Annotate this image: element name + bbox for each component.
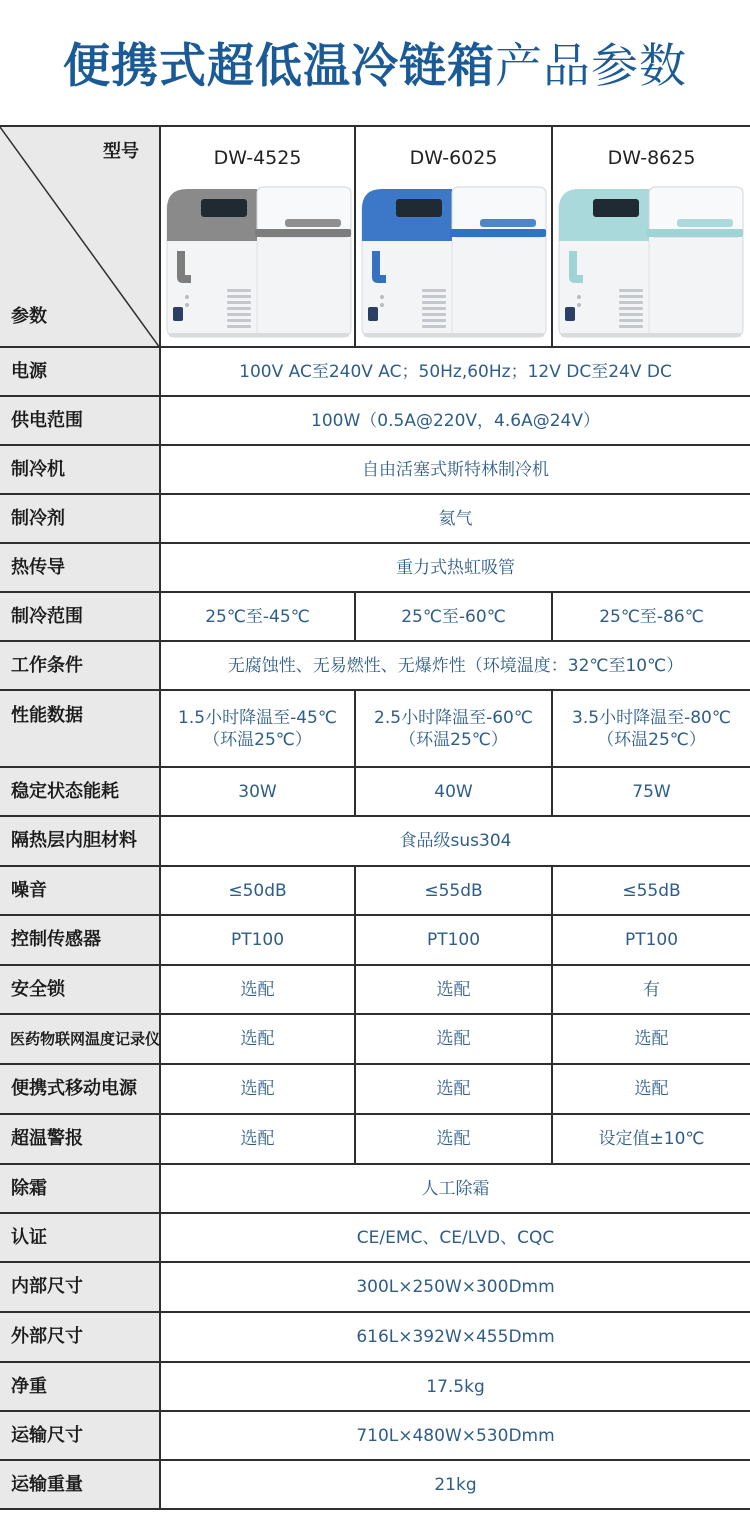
spec-row [0,816,750,866]
fridge-image [165,179,353,339]
spec-label: 噪音 [0,866,160,915]
spec-row [0,1262,750,1312]
spec-value: 氦气 [160,494,750,543]
spec-row [0,592,750,641]
page-title-main: 便携式超低温冷链箱 [63,39,495,94]
spec-value: PT100 [160,915,355,965]
spec-label: 外部尺寸 [0,1312,160,1362]
spec-value: 无腐蚀性、无易燃性、无爆炸性（环境温度：32℃至10℃） [160,641,750,690]
fridge-image [557,179,745,339]
spec-row [0,347,750,396]
spec-label: 稳定状态能耗 [0,767,160,816]
header-corner [0,126,160,347]
spec-value-line: 3.5小时降温至-80℃ [572,707,731,728]
spec-label: 除霜 [0,1164,160,1213]
spec-row [0,543,750,592]
spec-value: 25℃至-60℃ [355,592,552,641]
spec-value: 100W（0.5A@220V，4.6A@24V） [160,396,750,445]
spec-row [0,1460,750,1509]
spec-value: 616L×392W×455Dmm [160,1312,750,1362]
spec-label: 内部尺寸 [0,1262,160,1312]
spec-row [0,1064,750,1114]
spec-value: 选配 [160,1014,355,1064]
spec-value-line: （环温25℃） [203,729,312,750]
model-name: DW-4525 [213,147,302,169]
spec-label: 性能数据 [0,690,160,767]
spec-row [0,965,750,1014]
spec-value [355,690,552,767]
spec-value: ≤55dB [355,866,552,915]
spec-value [552,690,750,767]
spec-value: 选配 [160,1114,355,1164]
spec-label: 便携式移动电源 [0,1064,160,1114]
spec-label: 净重 [0,1362,160,1411]
model-column-2 [355,126,552,347]
spec-value: 食品级sus304 [160,816,750,866]
spec-value: 25℃至-86℃ [552,592,750,641]
header-row [0,126,750,347]
spec-row [0,690,750,767]
spec-label: 制冷剂 [0,494,160,543]
spec-row [0,767,750,816]
page-title-suffix: 产品参数 [495,39,687,94]
spec-row [0,1362,750,1411]
model-column-3 [552,126,750,347]
spec-value: 选配 [355,965,552,1014]
spec-value: 75W [552,767,750,816]
spec-value: 30W [160,767,355,816]
spec-value: 选配 [552,1064,750,1114]
spec-row [0,1114,750,1164]
spec-value: 选配 [355,1064,552,1114]
spec-value: ≤50dB [160,866,355,915]
spec-value: 设定值±10℃ [552,1114,750,1164]
spec-row [0,641,750,690]
spec-value: PT100 [552,915,750,965]
spec-row [0,1312,750,1362]
spec-label: 运输尺寸 [0,1411,160,1460]
model-name: DW-6025 [409,147,498,169]
spec-row [0,1213,750,1262]
model-header-label: 型号 [103,141,139,162]
spec-label: 工作条件 [0,641,160,690]
spec-label: 超温警报 [0,1114,160,1164]
spec-value: 25℃至-45℃ [160,592,355,641]
spec-value: 自由活塞式斯特林制冷机 [160,445,750,494]
spec-row [0,494,750,543]
spec-value-line: 2.5小时降温至-60℃ [374,707,533,728]
spec-row [0,866,750,915]
spec-table [0,125,750,1510]
spec-label: 电源 [0,347,160,396]
spec-row [0,1164,750,1213]
spec-row [0,445,750,494]
spec-value [160,690,355,767]
page-title [0,36,750,98]
spec-value: 选配 [160,1064,355,1114]
spec-value: ≤55dB [552,866,750,915]
spec-value: 人工除霜 [160,1164,750,1213]
spec-value: 选配 [355,1114,552,1164]
spec-label: 制冷机 [0,445,160,494]
spec-label: 隔热层内胆材料 [0,816,160,866]
spec-label: 认证 [0,1213,160,1262]
spec-value: 选配 [160,965,355,1014]
spec-label: 医药物联网温度记录仪 [0,1014,160,1064]
spec-value: 40W [355,767,552,816]
spec-label: 控制传感器 [0,915,160,965]
model-column-1 [160,126,355,347]
spec-value: 300L×250W×300Dmm [160,1262,750,1312]
spec-label: 热传导 [0,543,160,592]
fridge-image [360,179,548,339]
spec-value-line: 1.5小时降温至-45℃ [178,707,337,728]
spec-value: 100V AC至240V AC；50Hz,60Hz；12V DC至24V DC [160,347,750,396]
spec-value: 选配 [552,1014,750,1064]
param-header-label: 参数 [11,306,47,327]
spec-value: 17.5kg [160,1362,750,1411]
spec-value: 有 [552,965,750,1014]
model-name: DW-8625 [607,147,696,169]
spec-label: 制冷范围 [0,592,160,641]
spec-value: PT100 [355,915,552,965]
spec-value: 710L×480W×530Dmm [160,1411,750,1460]
spec-value: CE/EMC、CE/LVD、CQC [160,1213,750,1262]
spec-label: 安全锁 [0,965,160,1014]
spec-value: 21kg [160,1460,750,1509]
spec-row [0,1014,750,1064]
spec-row [0,915,750,965]
spec-row [0,1411,750,1460]
spec-row [0,396,750,445]
spec-value-line: （环温25℃） [399,729,508,750]
spec-label: 运输重量 [0,1460,160,1509]
spec-value-line: （环温25℃） [597,729,706,750]
spec-value: 选配 [355,1014,552,1064]
spec-label: 供电范围 [0,396,160,445]
spec-value: 重力式热虹吸管 [160,543,750,592]
